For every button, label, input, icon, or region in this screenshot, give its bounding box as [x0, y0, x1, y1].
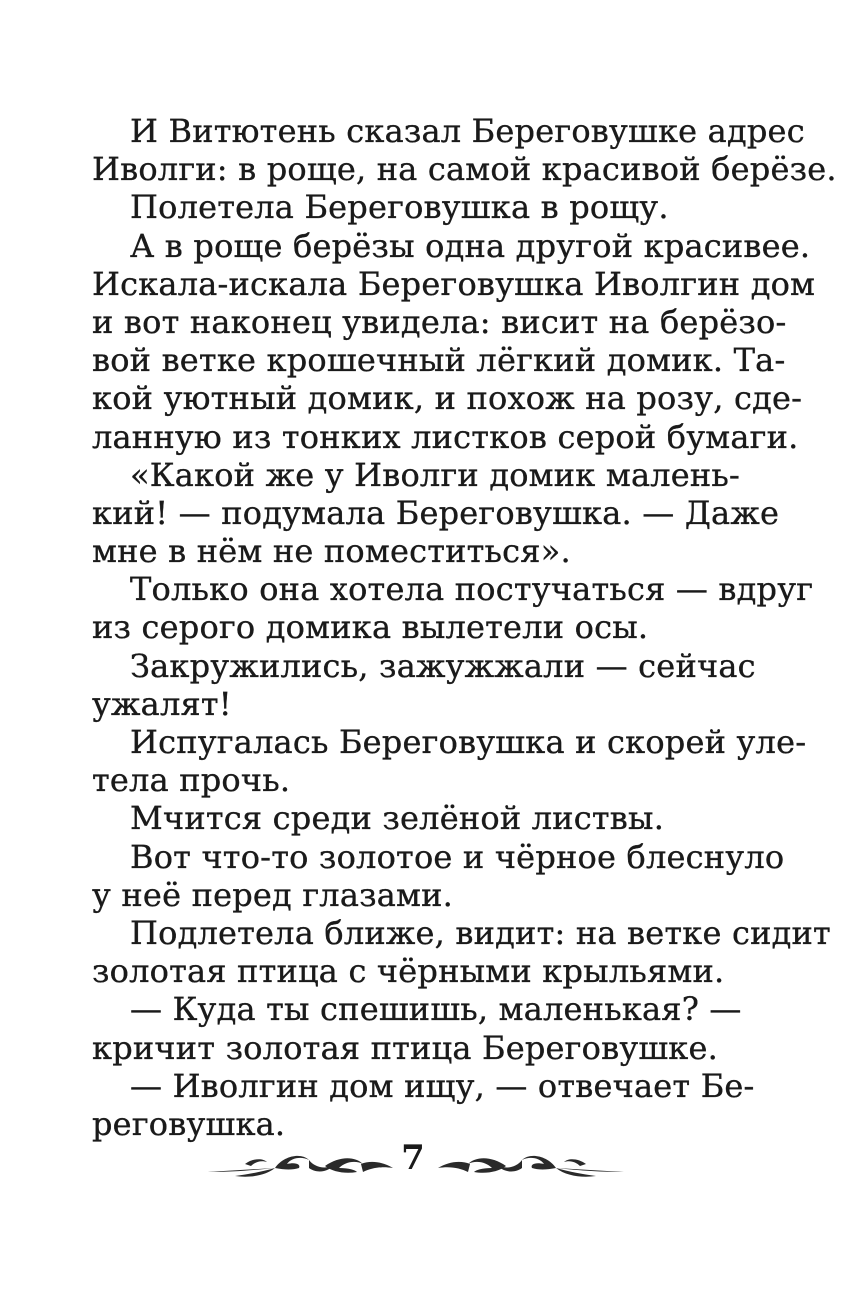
text-line: кричит золотая птица Береговушке.: [92, 1028, 719, 1067]
flourish-ornament-icon: [436, 1146, 626, 1180]
text-line: кий! — подумала Береговушка. — Даже: [92, 493, 780, 532]
page-text: [92, 112, 837, 1143]
text-line: А в роще берёзы одна другой красивее.: [130, 226, 811, 265]
text-line: у неё перед глазами.: [92, 875, 454, 914]
flourish-ornament-icon: [205, 1146, 395, 1180]
text-line: и вот наконец увидела: висит на берёзо-: [92, 302, 787, 341]
text-line: ланную из тонких листков серой бумаги.: [92, 417, 799, 456]
text-line: ужалят!: [92, 684, 232, 723]
text-line: реговушка.: [92, 1104, 286, 1143]
text-line: золотая птица с чёрными крыльями.: [92, 952, 725, 991]
text-line: Закружились, зажужжали — сейчас: [130, 646, 756, 685]
text-line: Полетела Береговушка в рощу.: [130, 188, 669, 227]
text-line: мне в нём не поместиться».: [92, 532, 571, 571]
text-line: Вот что-то золотое и чёрное блеснуло: [130, 837, 785, 876]
text-line: Иволги: в роще, на самой красивой берёзе.: [92, 150, 837, 189]
text-line: вой ветке крошечный лёгкий домик. Та-: [92, 341, 786, 380]
text-line: Испугалась Береговушка и скорей уле-: [130, 723, 807, 761]
page-number: 7: [401, 1138, 425, 1178]
text-line: из серого домика вылетели осы.: [92, 608, 649, 647]
text-line: Искала-искала Береговушка Иволгин дом: [92, 264, 816, 303]
text-line: — Куда ты спешишь, маленькая? —: [130, 990, 742, 1029]
page-footer: [0, 1136, 856, 1192]
text-line: — Иволгин дом ищу, — отвечает Бе-: [130, 1066, 755, 1105]
text-line: «Какой же у Иволги домик малень-: [130, 455, 741, 494]
text-line: И Витютень сказал Береговушке адрес: [130, 112, 805, 150]
text-line: Подлетела ближе, видит: на ветке сидит: [130, 913, 831, 952]
text-line: тела прочь.: [92, 761, 291, 800]
text-line: Только она хотела постучаться — вдруг: [130, 570, 814, 609]
text-line: кой уютный домик, и похож на розу, сде-: [92, 379, 803, 418]
text-line: Мчится среди зелёной листвы.: [130, 799, 665, 838]
